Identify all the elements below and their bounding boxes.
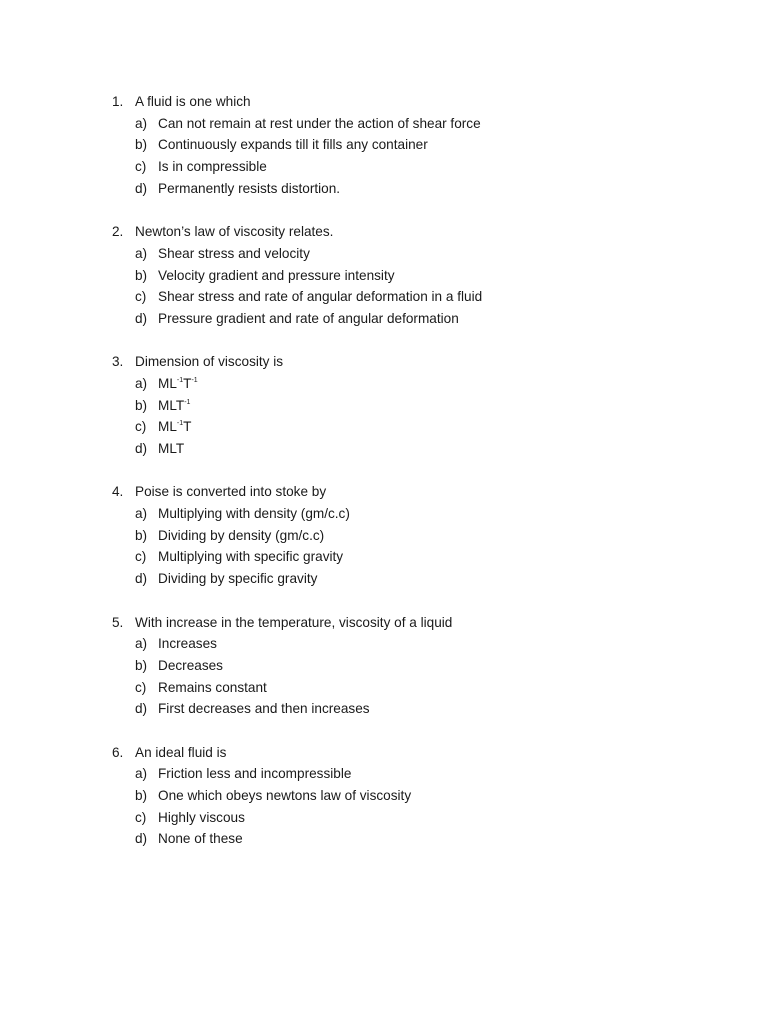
option-text: First decreases and then increases (158, 701, 370, 717)
option-text: Dividing by specific gravity (158, 571, 318, 587)
option-d (0, 698, 768, 720)
option-text: Permanently resists distortion. (158, 180, 341, 196)
option-text: Shear stress and velocity (158, 245, 310, 261)
option-letter: b) (135, 137, 148, 153)
dimension-exponent: -1 (191, 376, 198, 384)
question-number: 2. (112, 224, 124, 240)
question-text: An ideal fluid is (135, 744, 227, 760)
option-text: One which obeys newtons law of viscosity (158, 788, 412, 803)
option-text: Continuously expands till it fills any container (158, 137, 428, 153)
option-text: Can not remain at rest under the action of shear force (158, 115, 481, 131)
question-number: 1. (112, 94, 124, 109)
question-2 (0, 221, 768, 329)
option-a (0, 633, 768, 655)
option-d (0, 438, 768, 460)
option-text (158, 373, 198, 395)
option-letter: a) (135, 115, 148, 131)
option-text: Velocity gradient and pressure intensity (158, 267, 395, 283)
option-letter: d) (135, 180, 148, 196)
option-letter: b) (135, 397, 148, 413)
option-b (0, 395, 768, 417)
option-text (158, 416, 191, 438)
option-text: Remains constant (158, 679, 267, 695)
option-a (0, 763, 768, 785)
option-b (0, 785, 768, 807)
dimension-exponent: -1 (184, 398, 191, 406)
option-text: Dividing by density (gm/c.c) (158, 527, 325, 543)
option-text: Decreases (158, 657, 223, 673)
option-d (0, 308, 768, 330)
option-d (0, 828, 768, 850)
dimension-symbol: ML (158, 375, 177, 391)
question-3 (0, 351, 768, 459)
option-text: Pressure gradient and rate of angular deformation (158, 310, 459, 326)
question-stem (0, 351, 768, 373)
dimension-exponent: -1 (176, 420, 184, 428)
option-text: Highly viscous (158, 809, 245, 825)
question-stem (0, 481, 768, 503)
option-letter: c) (135, 679, 147, 695)
option-text: Increases (158, 636, 217, 652)
question-stem (0, 91, 768, 113)
option-c (0, 286, 768, 308)
option-letter: c) (135, 809, 147, 825)
option-letter: b) (135, 267, 148, 283)
option-b (0, 265, 768, 287)
question-number: 6. (112, 744, 124, 760)
option-text (158, 438, 184, 460)
option-text: Is in compressible (158, 159, 267, 175)
option-letter: c) (135, 159, 147, 175)
option-text: Multiplying with specific gravity (158, 549, 344, 565)
option-c (0, 546, 768, 568)
dimension-symbol: MLT (158, 397, 185, 413)
question-text: A fluid is one which (135, 94, 251, 109)
option-letter: c) (135, 549, 147, 565)
question-list (0, 91, 768, 872)
dimension-symbol: MLT (158, 441, 185, 456)
option-letter: a) (135, 375, 148, 391)
option-letter: d) (135, 571, 148, 587)
option-text: None of these (158, 831, 243, 847)
question-text: Newton’s law of viscosity relates. (135, 224, 334, 240)
question-text: With increase in the temperature, viscosity of a liquid (135, 614, 453, 630)
option-letter: c) (135, 419, 147, 435)
option-c (0, 807, 768, 829)
option-c (0, 416, 768, 438)
option-c (0, 677, 768, 699)
option-letter: c) (135, 289, 147, 305)
option-d (0, 178, 768, 200)
option-a (0, 503, 768, 525)
option-letter: d) (135, 831, 148, 847)
dimension-symbol: ML (158, 419, 177, 435)
option-letter: a) (135, 245, 148, 261)
option-letter: b) (135, 788, 148, 803)
option-letter: d) (135, 310, 148, 326)
dimension-symbol: T (183, 419, 192, 435)
option-b (0, 525, 768, 547)
question-text: Poise is converted into stoke by (135, 484, 327, 500)
question-number: 3. (112, 354, 124, 370)
option-c (0, 156, 768, 178)
option-letter: d) (135, 701, 148, 717)
question-number: 5. (112, 614, 124, 630)
question-1 (0, 91, 768, 199)
option-letter: a) (135, 636, 148, 652)
option-a (0, 373, 768, 395)
option-text: Friction less and incompressible (158, 766, 352, 782)
question-stem (0, 221, 768, 243)
question-stem (0, 612, 768, 634)
option-a (0, 113, 768, 135)
question-4 (0, 481, 768, 589)
option-d (0, 568, 768, 590)
option-letter: b) (135, 657, 148, 673)
option-text: Shear stress and rate of angular deformation in a fluid (158, 289, 483, 305)
option-text (158, 395, 190, 417)
option-letter: a) (135, 766, 148, 782)
question-text: Dimension of viscosity is (135, 354, 284, 370)
question-6 (0, 742, 768, 850)
option-letter: a) (135, 506, 148, 522)
dimension-exponent: -1 (176, 376, 184, 384)
option-letter: b) (135, 527, 148, 543)
question-5 (0, 612, 768, 720)
option-b (0, 655, 768, 677)
option-letter: d) (135, 441, 148, 456)
option-b (0, 134, 768, 156)
option-a (0, 243, 768, 265)
option-text: Multiplying with density (gm/c.c) (158, 506, 350, 522)
dimension-symbol: T (183, 375, 192, 391)
question-number: 4. (112, 484, 124, 500)
question-stem (0, 742, 768, 764)
